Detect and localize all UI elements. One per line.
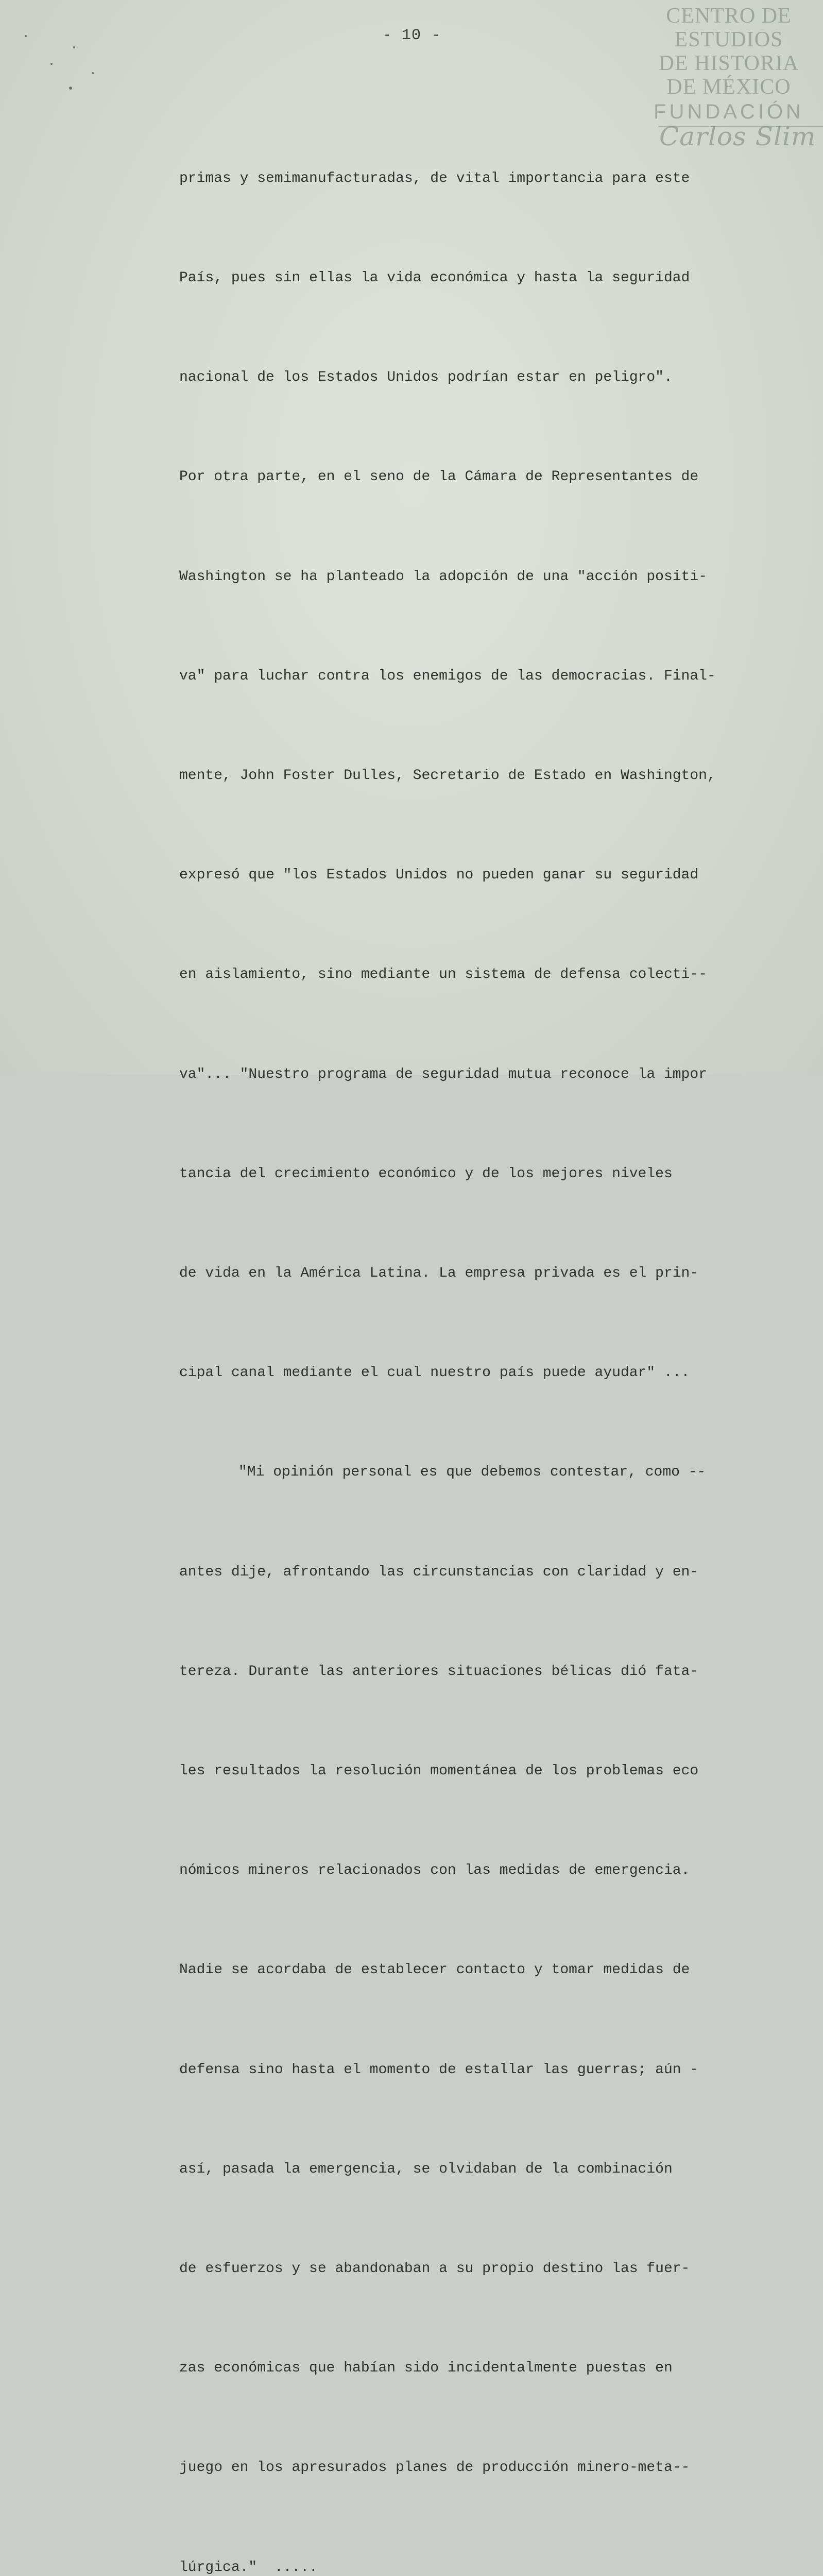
text-line-paragraph-start: "Mi opinión personal es que debemos contestar, como -- <box>238 1464 706 1481</box>
stamp-foundation: FUNDACIÓN <box>654 100 804 123</box>
stamp-line: DE HISTORIA <box>658 52 799 75</box>
text-line: Por otra parte, en el seno de la Cámara de Representantes de <box>179 469 699 485</box>
stamp-signature: Carlos Slim <box>659 122 816 151</box>
text-line: nacional de los Estados Unidos podrían estar en peligro". <box>179 369 673 386</box>
text-line: Nadie se acordaba de establecer contacto y tomar medidas de <box>179 1962 690 1978</box>
text-line: les resultados la resolución momentánea de los problemas eco <box>179 1763 699 1780</box>
text-line: País, pues sin ellas la vida económica y hasta la seguridad <box>179 270 690 286</box>
margin-dot <box>69 87 72 90</box>
text-line: defensa sino hasta el momento de estallar las guerras; aún - <box>179 2061 699 2078</box>
text-line: antes dije, afrontando las circunstancias con claridad y en- <box>179 1564 699 1580</box>
text-line: lúrgica." ..... <box>179 2559 318 2575</box>
text-line: va" para luchar contra los enemigos de las democracias. Final- <box>179 668 716 684</box>
margin-dot <box>92 72 94 74</box>
margin-dot <box>50 63 53 65</box>
body-text <box>179 96 797 2576</box>
stamp-line: ESTUDIOS <box>674 28 783 52</box>
page-number: - 10 - <box>382 27 441 44</box>
text-line: en aislamiento, sino mediante un sistema de defensa colecti-- <box>179 967 707 983</box>
text-line: zas económicas que habían sido incidentalmente puestas en <box>179 2360 673 2377</box>
text-line: va"... "Nuestro programa de seguridad mutua reconoce la impor <box>179 1066 707 1082</box>
text-line: así, pasada la emergencia, se olvidaban de la combinación <box>179 2161 673 2177</box>
margin-dot <box>73 46 75 48</box>
text-line: de esfuerzos y se abandonaban a su propio destino las fuer- <box>179 2261 690 2277</box>
text-line: tancia del crecimiento económico y de los mejores niveles <box>179 1165 673 1182</box>
stamp-line: DE MÉXICO <box>666 75 791 99</box>
text-line: mente, John Foster Dulles, Secretario de Estado en Washington, <box>179 768 716 784</box>
text-line: expresó que "los Estados Unidos no pueden ganar su seguridad <box>179 867 699 884</box>
text-line: tereza. Durante las anteriores situaciones bélicas dió fata- <box>179 1663 699 1680</box>
text-line: Washington se ha planteado la adopción de una "acción positi- <box>179 568 707 585</box>
text-line: cipal canal mediante el cual nuestro país puede ayudar" ... <box>179 1365 690 1381</box>
text-line: juego en los apresurados planes de producción minero-meta-- <box>179 2460 690 2476</box>
text-line: nómicos mineros relacionados con las medidas de emergencia. <box>179 1862 690 1879</box>
text-line: de vida en la América Latina. La empresa privada es el prin- <box>179 1265 699 1282</box>
text-line: primas y semimanufacturadas, de vital importancia para este <box>179 170 690 187</box>
stamp-line: CENTRO DE <box>666 4 792 28</box>
